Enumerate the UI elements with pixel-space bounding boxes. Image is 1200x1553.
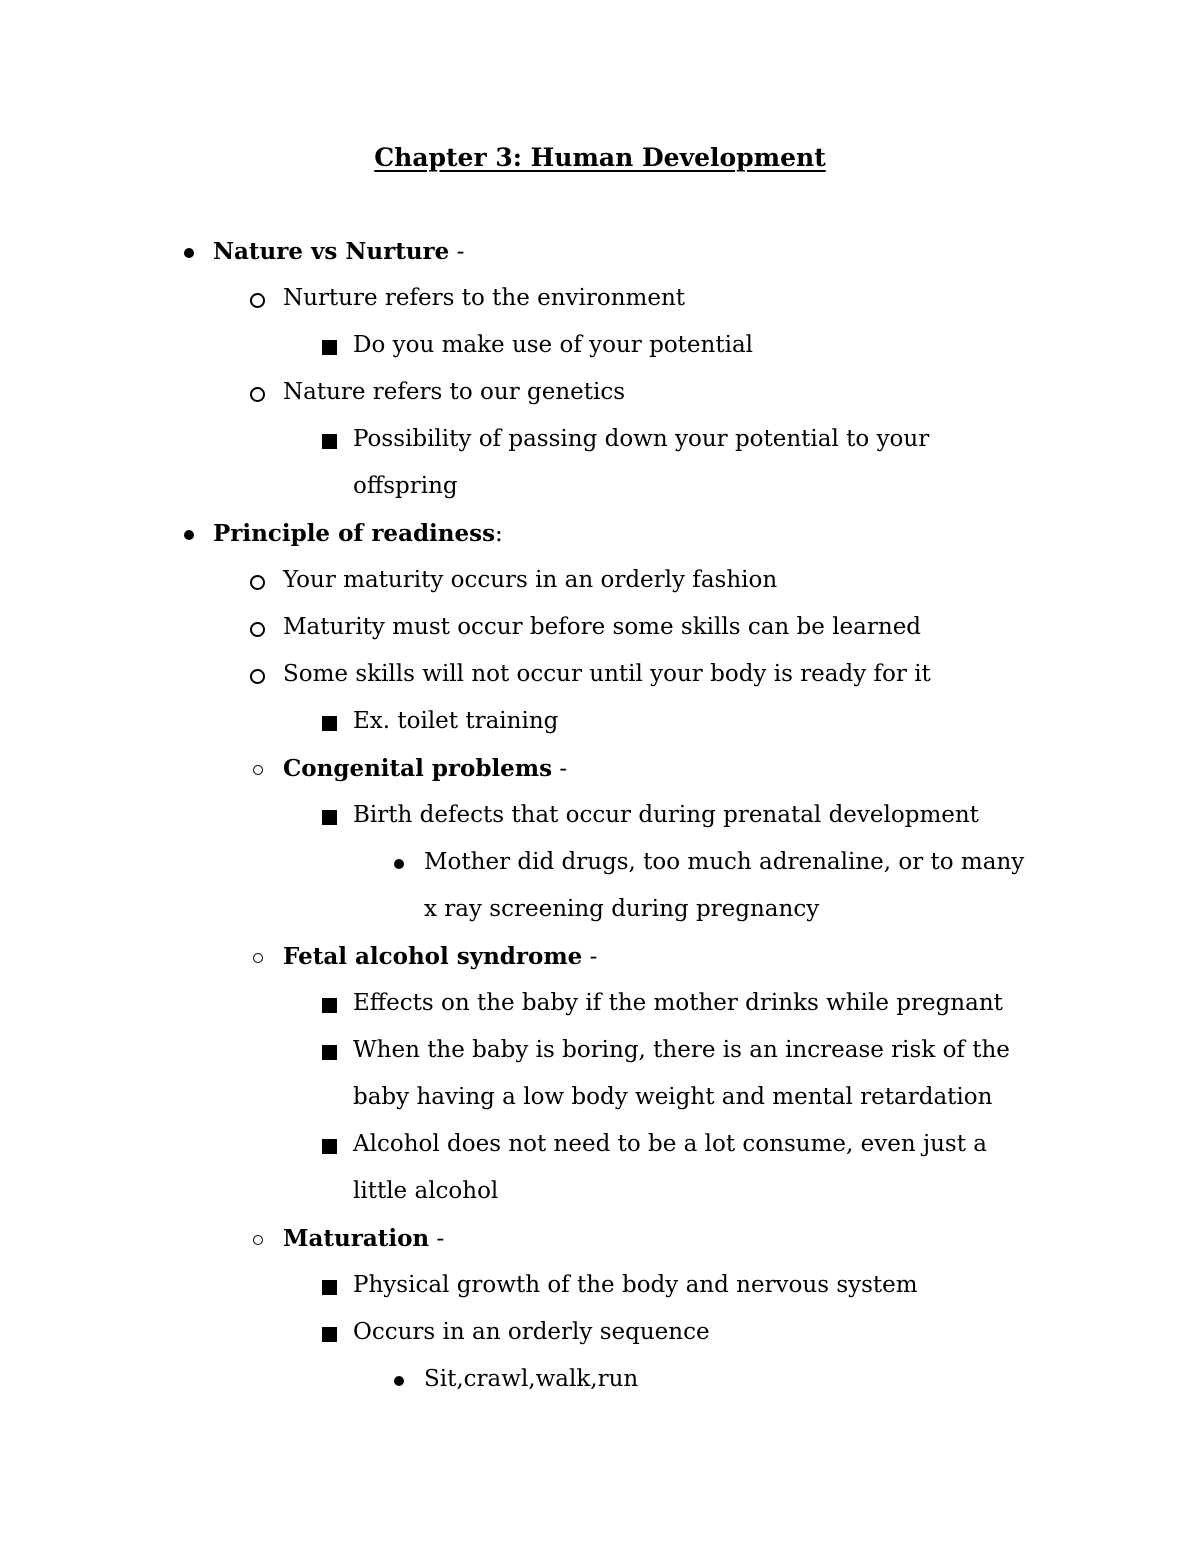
list-item-text: Effects on the baby if the mother drinks while pregnant (353, 990, 1003, 1016)
list-item-text: Nurture refers to the environment (283, 285, 686, 311)
bullet-circle-icon (250, 622, 265, 637)
list-item-text: Maturity must occur before some skills can be learned (283, 614, 922, 640)
page-title: Chapter 3: Human Development (374, 143, 826, 172)
list-item-text: - (449, 239, 465, 265)
list-item (353, 1121, 987, 1168)
list-item (424, 1356, 638, 1403)
list-item-heading: Fetal alcohol syndrome (283, 943, 583, 970)
list-item (283, 933, 597, 980)
bullet-square-icon (322, 998, 337, 1013)
list-item (353, 698, 558, 745)
list-item-text: Your maturity occurs in an orderly fashion (283, 567, 778, 593)
list-item (283, 369, 625, 416)
list-item (213, 510, 503, 557)
list-item-text: Sit,crawl,walk,run (424, 1366, 639, 1392)
bullet-square-icon (322, 1280, 337, 1295)
bullet-circle-icon (250, 387, 265, 402)
list-item (283, 275, 685, 322)
bullet-square-icon (322, 1139, 337, 1154)
list-item (213, 228, 464, 275)
list-item (424, 839, 1024, 886)
list-item-continuation: x ray screening during pregnancy (424, 896, 820, 922)
bullet-circle-icon (250, 293, 265, 308)
bullet-disc-icon (394, 859, 404, 869)
list-item-text: Possibility of passing down your potential to your (353, 426, 930, 452)
bullet-disc-icon (184, 530, 194, 540)
bullet-disc-icon (394, 1376, 404, 1386)
list-item-text: Birth defects that occur during prenatal development (353, 802, 979, 828)
list-item-text: Mother did drugs, too much adrenaline, or to many (424, 849, 1025, 875)
bullet-disc-icon (184, 248, 194, 258)
list-item-text: Alcohol does not need to be a lot consume, even just a (353, 1131, 987, 1157)
list-item (283, 557, 777, 604)
list-item-text: - (552, 756, 568, 782)
list-item-text: - (582, 944, 598, 970)
list-item-text: : (495, 521, 503, 547)
list-item (353, 322, 753, 369)
bullet-square-icon (322, 810, 337, 825)
list-item (283, 651, 931, 698)
list-item (353, 792, 979, 839)
list-item-continuation: baby having a low body weight and mental retardation (353, 1084, 993, 1110)
list-item (283, 604, 921, 651)
list-item (283, 745, 567, 792)
list-item (353, 416, 929, 463)
list-item-heading: Nature vs Nurture (213, 238, 450, 265)
bullet-small-circle-icon (253, 1235, 263, 1245)
list-item-text: - (429, 1226, 445, 1252)
list-item-continuation: offspring (353, 473, 458, 499)
bullet-square-icon (322, 1327, 337, 1342)
list-item-heading: Maturation (283, 1225, 430, 1252)
bullet-square-icon (322, 716, 337, 731)
list-item (283, 1215, 444, 1262)
list-item-text: Do you make use of your potential (353, 332, 754, 358)
bullet-circle-icon (250, 669, 265, 684)
list-item-text: Physical growth of the body and nervous system (353, 1272, 918, 1298)
bullet-small-circle-icon (253, 953, 263, 963)
list-item-text: Some skills will not occur until your body is ready for it (283, 661, 931, 687)
bullet-square-icon (322, 340, 337, 355)
list-item-text: Occurs in an orderly sequence (353, 1319, 710, 1345)
list-item-text: Nature refers to our genetics (283, 379, 626, 405)
list-item-text: Ex. toilet training (353, 708, 559, 734)
list-item (353, 1027, 1010, 1074)
list-item (353, 1262, 918, 1309)
list-item (353, 980, 1003, 1027)
bullet-square-icon (322, 1045, 337, 1060)
list-item-text: When the baby is boring, there is an increase risk of the (353, 1037, 1010, 1063)
list-item-heading: Congenital problems (283, 755, 553, 782)
bullet-small-circle-icon (253, 765, 263, 775)
list-item (353, 1309, 710, 1356)
bullet-square-icon (322, 434, 337, 449)
bullet-circle-icon (250, 575, 265, 590)
list-item-continuation: little alcohol (353, 1178, 499, 1204)
list-item-heading: Principle of readiness (213, 520, 496, 547)
